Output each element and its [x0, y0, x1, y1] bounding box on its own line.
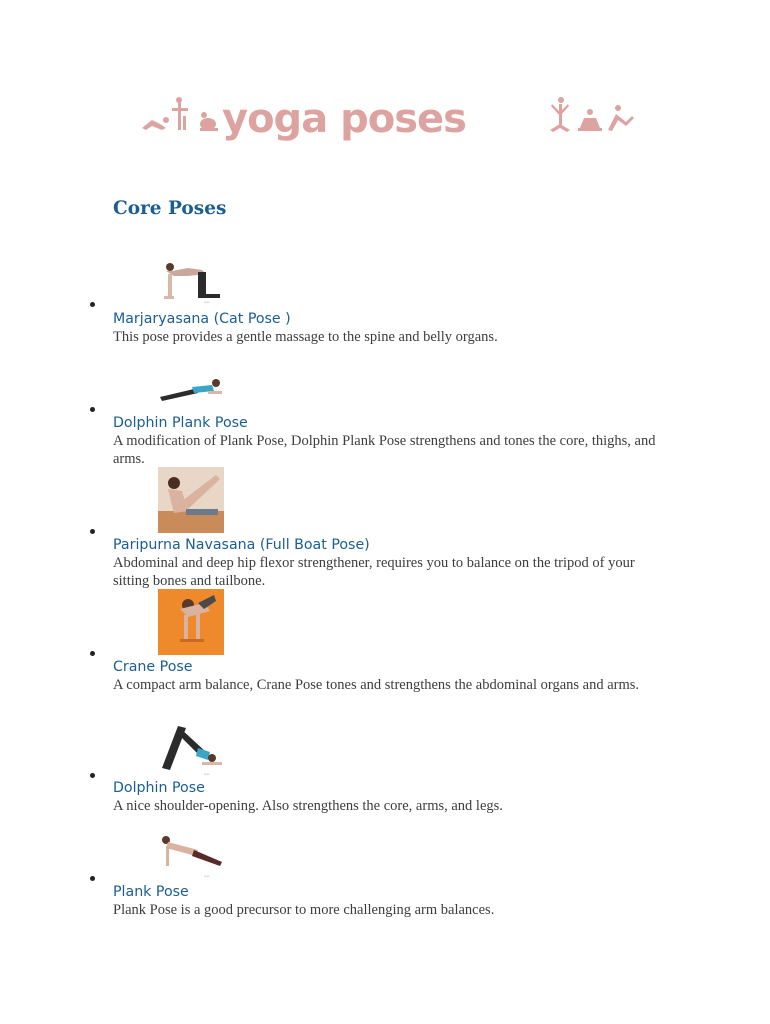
pose-description: A compact arm balance, Crane Pose tones and strengthens the abdominal organs and arms. [113, 677, 640, 693]
yoga-poses-banner [138, 94, 636, 142]
pose-title: Plank Pose [113, 884, 189, 900]
dolphin-pose-photo: pose [158, 722, 226, 776]
banner-title: yoga poses [222, 96, 466, 142]
bullet [90, 529, 95, 534]
full-boat-pose-photo [158, 467, 224, 533]
pose-title: Marjaryasana (Cat Pose ) [113, 311, 291, 327]
pose-description: Plank Pose is a good precursor to more challenging arm balances. [113, 902, 495, 918]
pose-title: Dolphin Plank Pose [113, 415, 248, 431]
bullet [90, 876, 95, 881]
crane-pose-photo [158, 589, 224, 655]
bullet [90, 407, 95, 412]
pose-title: Dolphin Pose [113, 780, 205, 796]
dolphin-plank-pose-photo [158, 375, 226, 411]
pose-title: Paripurna Navasana (Full Boat Pose) [113, 537, 370, 553]
bullet [90, 302, 95, 307]
plank-pose-photo: pose [158, 832, 226, 878]
pose-description: Abdominal and deep hip flexor strengthener, requires you to balance on the tripod of your sitting bones and tailbone. [113, 555, 635, 589]
pose-description: A modification of Plank Pose, Dolphin Plank Pose strengthens and tones the core, thighs, and arms. [113, 433, 656, 467]
yoga-figure-icon-3 [200, 112, 218, 131]
section-heading: Core Poses [113, 198, 227, 219]
bullet [90, 651, 95, 656]
bullet [90, 773, 95, 778]
yoga-figure-icon-4 [550, 97, 570, 132]
pose-description: This pose provides a gentle massage to the spine and belly organs. [113, 329, 498, 345]
pose-title: Crane Pose [113, 659, 193, 675]
yoga-figure-icon-6 [608, 105, 634, 131]
yoga-figure-icon-5 [578, 109, 602, 131]
yoga-figure-icon-1 [142, 117, 169, 130]
pose-description: A nice shoulder-opening. Also strengthens the core, arms, and legs. [113, 798, 503, 814]
cat-pose-photo: pose [158, 258, 238, 304]
yoga-figure-icon-2 [172, 97, 188, 130]
